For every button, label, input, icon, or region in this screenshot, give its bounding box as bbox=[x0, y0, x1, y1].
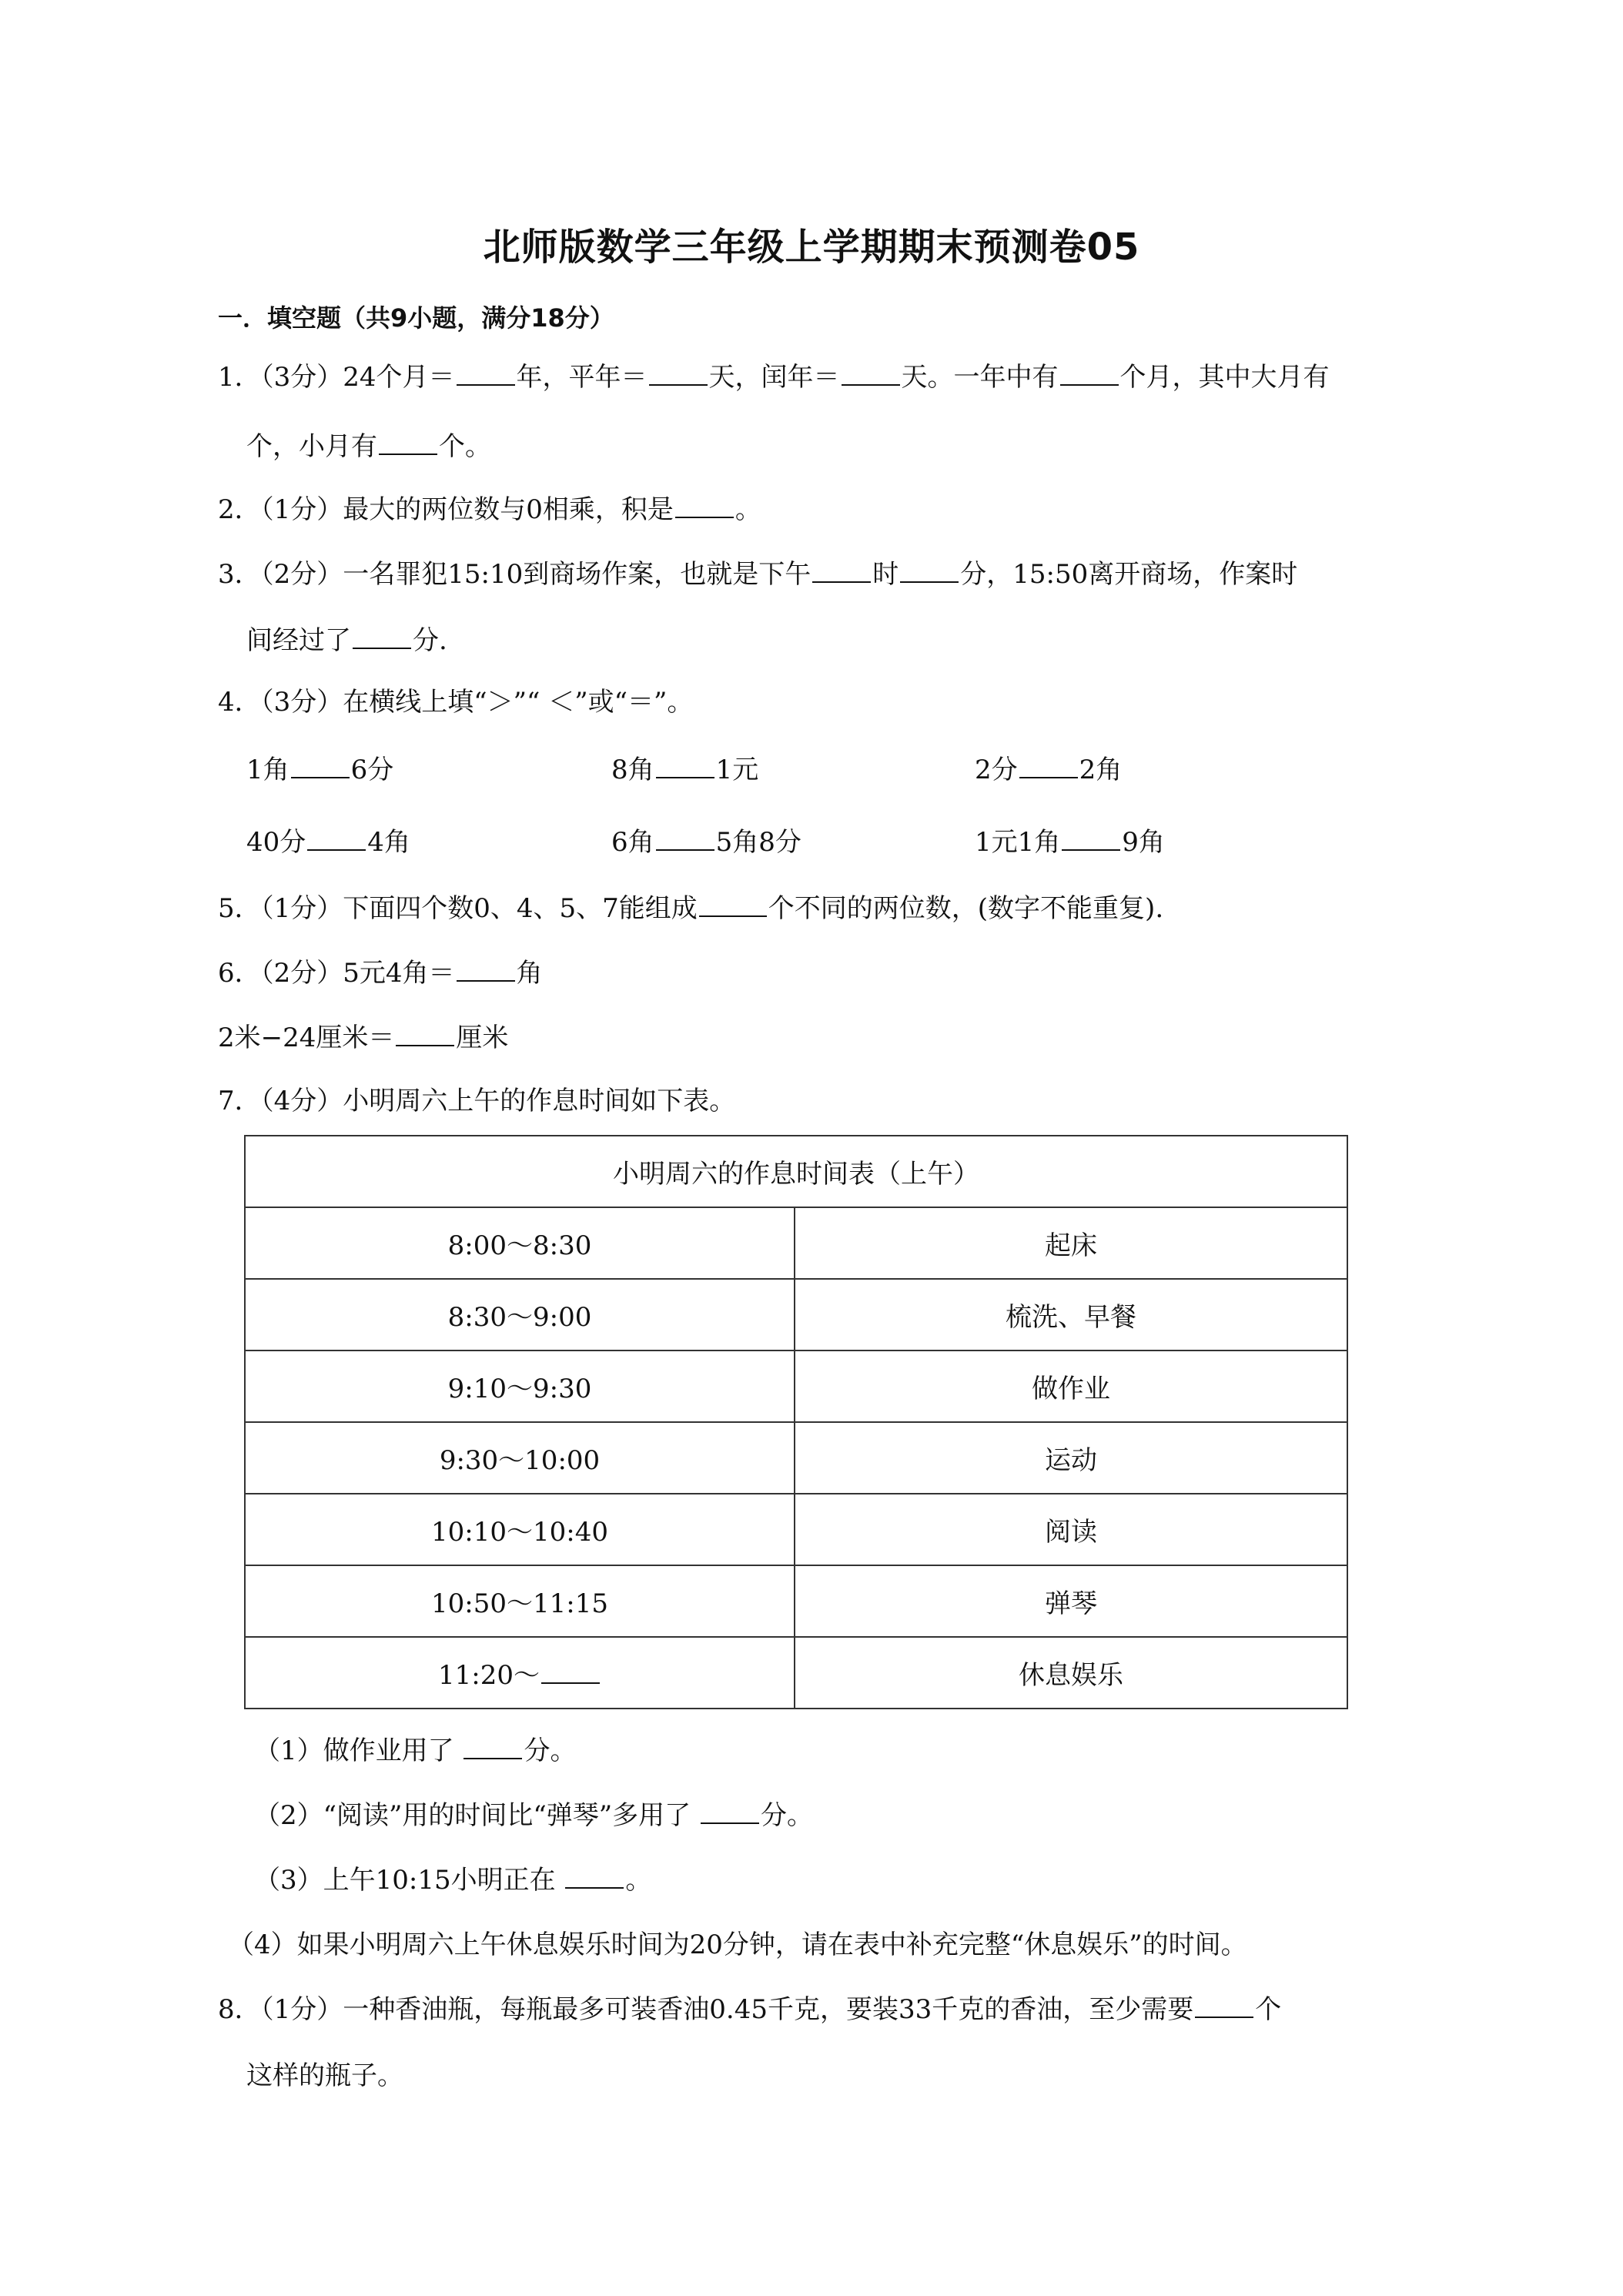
answer-blank[interactable] bbox=[463, 1735, 522, 1759]
answer-blank[interactable] bbox=[291, 754, 350, 778]
answer-blank[interactable] bbox=[353, 624, 411, 649]
answer-blank[interactable] bbox=[1062, 826, 1120, 851]
q1-text: 个月，其中大月有 bbox=[1119, 362, 1330, 393]
time-cell bbox=[245, 1637, 795, 1709]
q1-text: 个，小月有 bbox=[246, 431, 377, 462]
page-title: 北师版数学三年级上学期期末预测卷05 bbox=[483, 226, 1140, 269]
question-5 bbox=[218, 892, 1163, 925]
q7-text: 。 bbox=[625, 1865, 652, 1896]
time-cell: 9:30～10:00 bbox=[245, 1422, 795, 1494]
answer-blank[interactable] bbox=[675, 494, 734, 518]
question-7-sub3 bbox=[254, 1863, 651, 1897]
question-6 bbox=[218, 956, 543, 990]
compare-item bbox=[611, 753, 758, 787]
table-title-row bbox=[245, 1136, 1347, 1207]
question-1-cont bbox=[246, 430, 491, 464]
question-2 bbox=[218, 493, 761, 527]
compare-item bbox=[611, 825, 801, 859]
activity-cell: 弹琴 bbox=[795, 1565, 1347, 1637]
answer-blank[interactable] bbox=[541, 1659, 600, 1684]
activity-cell: 起床 bbox=[795, 1207, 1347, 1279]
time-cell: 8:00～8:30 bbox=[245, 1207, 795, 1279]
q7-text: 分。 bbox=[760, 1800, 813, 1831]
compare-item bbox=[246, 753, 393, 787]
time-cell: 9:10～9:30 bbox=[245, 1350, 795, 1422]
compare-right: 6分 bbox=[350, 755, 394, 785]
table-row bbox=[245, 1207, 1347, 1279]
time-cell: 10:10～10:40 bbox=[245, 1494, 795, 1565]
activity-cell: 阅读 bbox=[795, 1494, 1347, 1565]
question-7: 7．（4分）小明周六上午的作息时间如下表。 bbox=[218, 1086, 736, 1116]
compare-left: 6角 bbox=[611, 827, 654, 858]
q3-text: 分. bbox=[413, 625, 447, 656]
answer-blank[interactable] bbox=[812, 558, 871, 583]
schedule-table bbox=[244, 1135, 1348, 1709]
table-row bbox=[245, 1350, 1347, 1422]
compare-right: 2角 bbox=[1079, 755, 1123, 785]
compare-left: 2分 bbox=[975, 755, 1018, 785]
answer-blank[interactable] bbox=[1019, 754, 1078, 778]
answer-blank[interactable] bbox=[457, 957, 515, 982]
answer-blank[interactable] bbox=[307, 826, 366, 851]
question-7-sub4: （4）如果小明周六上午休息娱乐时间为20分钟，请在表中补充完整“休息娱乐”的时间。 bbox=[228, 1930, 1247, 1960]
compare-left: 1元1角 bbox=[975, 827, 1061, 858]
q3-text: 3．（2分）一名罪犯15:10到商场作案，也就是下午 bbox=[218, 559, 812, 590]
q8-text: 个 bbox=[1255, 1994, 1282, 2025]
q3-text: 间经过了 bbox=[246, 625, 351, 656]
compare-right: 1元 bbox=[715, 755, 759, 785]
answer-blank[interactable] bbox=[900, 558, 959, 583]
compare-left: 40分 bbox=[246, 827, 306, 858]
table-row bbox=[245, 1279, 1347, 1350]
activity-cell: 运动 bbox=[795, 1422, 1347, 1494]
q2-text: 2．（1分）最大的两位数与0相乘，积是 bbox=[218, 494, 674, 525]
compare-left: 1角 bbox=[246, 755, 289, 785]
compare-item bbox=[975, 825, 1165, 859]
q2-text: 。 bbox=[735, 494, 761, 525]
table-row bbox=[245, 1637, 1347, 1709]
answer-blank[interactable] bbox=[701, 1799, 759, 1824]
time-cell: 8:30～9:00 bbox=[245, 1279, 795, 1350]
table-row bbox=[245, 1422, 1347, 1494]
section-heading: 一．填空题（共9小题，满分18分） bbox=[218, 303, 614, 333]
answer-blank[interactable] bbox=[565, 1864, 624, 1889]
activity-cell: 休息娱乐 bbox=[795, 1637, 1347, 1709]
compare-left: 8角 bbox=[611, 755, 654, 785]
question-7-sub1 bbox=[254, 1734, 576, 1768]
answer-blank[interactable] bbox=[656, 826, 714, 851]
q1-text: 年，平年＝ bbox=[516, 362, 648, 393]
answer-blank[interactable] bbox=[842, 361, 900, 386]
activity-cell: 做作业 bbox=[795, 1350, 1347, 1422]
table-row bbox=[245, 1494, 1347, 1565]
answer-blank[interactable] bbox=[649, 361, 708, 386]
compare-item bbox=[246, 825, 410, 859]
answer-blank[interactable] bbox=[457, 361, 515, 386]
question-3-cont bbox=[246, 624, 447, 658]
compare-right: 4角 bbox=[367, 827, 410, 858]
compare-right: 9角 bbox=[1122, 827, 1165, 858]
q7-text: （3）上午10:15小明正在 bbox=[254, 1865, 564, 1896]
q5-text: 5．（1分）下面四个数0、4、5、7能组成 bbox=[218, 893, 698, 924]
q1-text: 1．（3分）24个月＝ bbox=[218, 362, 455, 393]
q6-text: 2米−24厘米＝ bbox=[218, 1022, 395, 1053]
q1-text: 天。一年中有 bbox=[901, 362, 1059, 393]
table-row bbox=[245, 1565, 1347, 1637]
q1-text: 个。 bbox=[439, 431, 491, 462]
answer-blank[interactable] bbox=[656, 754, 714, 778]
answer-blank[interactable] bbox=[379, 430, 437, 455]
q6-text: 角 bbox=[516, 958, 543, 989]
compare-item bbox=[975, 753, 1122, 787]
question-8 bbox=[218, 1993, 1281, 2027]
question-3 bbox=[218, 557, 1297, 591]
question-1 bbox=[218, 360, 1330, 394]
time-cell: 10:50～11:15 bbox=[245, 1565, 795, 1637]
table-title: 小明周六的作息时间表（上午） bbox=[245, 1136, 1347, 1207]
q3-text: 时 bbox=[872, 559, 899, 590]
answer-blank[interactable] bbox=[1195, 1993, 1253, 2018]
q6-text: 厘米 bbox=[456, 1022, 509, 1053]
answer-blank[interactable] bbox=[699, 892, 767, 917]
answer-blank[interactable] bbox=[396, 1022, 454, 1046]
q7-text: （2）“阅读”用的时间比“弹琴”多用了 bbox=[254, 1800, 699, 1831]
q6-text: 6．（2分）5元4角＝ bbox=[218, 958, 455, 989]
activity-cell: 梳洗、早餐 bbox=[795, 1279, 1347, 1350]
q1-text: 天，闰年＝ bbox=[708, 362, 840, 393]
q8-text: 8．（1分）一种香油瓶，每瓶最多可装香油0.45千克，要装33千克的香油，至少需要 bbox=[218, 1994, 1194, 2025]
question-4: 4．（3分）在横线上填“＞”“ ＜”或“＝”。 bbox=[218, 687, 694, 718]
q5-text: 个不同的两位数，(数字不能重复). bbox=[768, 893, 1164, 924]
q7-text: 分。 bbox=[524, 1735, 577, 1766]
q3-text: 分，15:50离开商场，作案时 bbox=[960, 559, 1298, 590]
q7-text: （1）做作业用了 bbox=[254, 1735, 463, 1766]
question-7-sub2 bbox=[254, 1799, 813, 1832]
answer-blank[interactable] bbox=[1060, 361, 1119, 386]
compare-right: 5角8分 bbox=[715, 827, 801, 858]
question-6-cont bbox=[218, 1021, 508, 1055]
time-start: 11:20～ bbox=[438, 1660, 540, 1691]
question-8-cont: 这样的瓶子。 bbox=[246, 2060, 403, 2091]
